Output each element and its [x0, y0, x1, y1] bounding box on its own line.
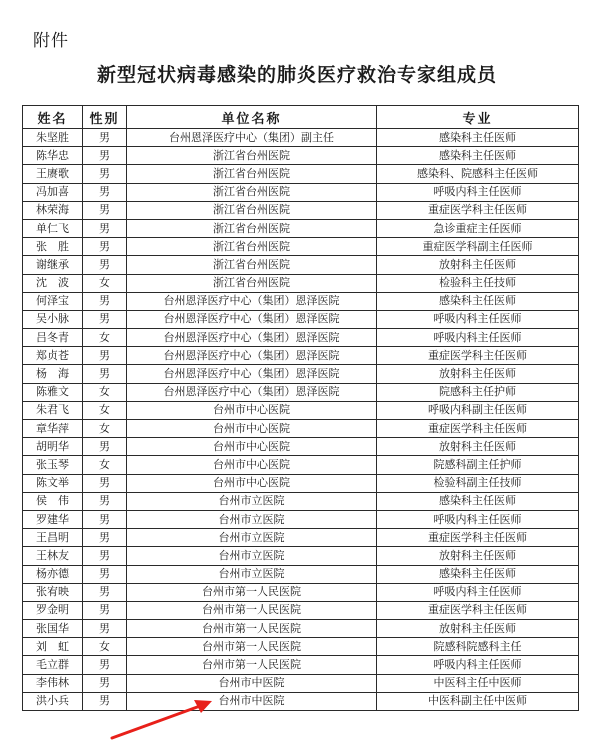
cell-name: 王赓歌: [23, 165, 83, 183]
cell-specialty: 感染科主任医师: [377, 492, 579, 510]
cell-specialty: 感染科主任医师: [377, 565, 579, 583]
cell-unit: 台州恩泽医疗中心（集团）恩泽医院: [127, 383, 377, 401]
cell-name: 郑贞苍: [23, 347, 83, 365]
cell-name: 李伟林: [23, 674, 83, 692]
cell-unit: 台州市立医院: [127, 492, 377, 510]
cell-specialty: 中医科主任中医师: [377, 674, 579, 692]
cell-name: 林荣海: [23, 201, 83, 219]
cell-gender: 女: [83, 329, 127, 347]
cell-gender: 男: [83, 201, 127, 219]
cell-gender: 男: [83, 129, 127, 147]
cell-unit: 浙江省台州医院: [127, 274, 377, 292]
table-row: [23, 310, 579, 328]
cell-specialty: 中医科副主任中医师: [377, 692, 579, 710]
cell-name: 张玉琴: [23, 456, 83, 474]
cell-specialty: 放射科主任医师: [377, 256, 579, 274]
table-row: [23, 510, 579, 528]
cell-gender: 男: [83, 547, 127, 565]
cell-gender: 男: [83, 474, 127, 492]
cell-name: 侯 伟: [23, 492, 83, 510]
cell-specialty: 放射科主任医师: [377, 365, 579, 383]
cell-gender: 男: [83, 601, 127, 619]
table-row: [23, 383, 579, 401]
cell-unit: 台州市中心医院: [127, 456, 377, 474]
cell-name: 朱坚胜: [23, 129, 83, 147]
cell-unit: 台州市第一人民医院: [127, 601, 377, 619]
cell-name: 杨 海: [23, 365, 83, 383]
table-row: [23, 620, 579, 638]
cell-unit: 台州市中心医院: [127, 438, 377, 456]
cell-name: 罗金明: [23, 601, 83, 619]
table-header-row: [23, 106, 579, 129]
table-row: [23, 365, 579, 383]
table-body: [23, 129, 579, 711]
cell-specialty: 呼吸内科主任医师: [377, 183, 579, 201]
cell-specialty: 重症医学科主任医师: [377, 347, 579, 365]
cell-specialty: 重症医学科主任医师: [377, 201, 579, 219]
table-row: [23, 674, 579, 692]
table-row: [23, 492, 579, 510]
cell-name: 章华萍: [23, 420, 83, 438]
cell-name: 杨亦德: [23, 565, 83, 583]
cell-specialty: 院感科副主任护师: [377, 456, 579, 474]
cell-gender: 男: [83, 492, 127, 510]
table-row: [23, 547, 579, 565]
table-row: [23, 456, 579, 474]
cell-specialty: 放射科主任医师: [377, 438, 579, 456]
cell-specialty: 呼吸内科主任医师: [377, 583, 579, 601]
cell-name: 吕冬青: [23, 329, 83, 347]
cell-specialty: 检验科主任技师: [377, 274, 579, 292]
cell-specialty: 放射科主任医师: [377, 620, 579, 638]
cell-unit: 浙江省台州医院: [127, 256, 377, 274]
table-row: [23, 601, 579, 619]
cell-gender: 男: [83, 147, 127, 165]
cell-unit: 台州市中医院: [127, 674, 377, 692]
cell-name: 王林友: [23, 547, 83, 565]
table-row: [23, 583, 579, 601]
table-row: [23, 201, 579, 219]
cell-specialty: 感染科主任医师: [377, 129, 579, 147]
cell-name: 陈华忠: [23, 147, 83, 165]
cell-gender: 女: [83, 456, 127, 474]
cell-gender: 男: [83, 165, 127, 183]
cell-specialty: 放射科主任医师: [377, 547, 579, 565]
header-unit: 单位名称: [127, 106, 377, 129]
cell-specialty: 急诊重症主任医师: [377, 219, 579, 237]
cell-name: 张宥映: [23, 583, 83, 601]
cell-unit: 台州市中心医院: [127, 474, 377, 492]
table-row: [23, 147, 579, 165]
cell-gender: 男: [83, 219, 127, 237]
header-gender: 性别: [83, 106, 127, 129]
cell-unit: 台州恩泽医疗中心（集团）恩泽医院: [127, 347, 377, 365]
cell-specialty: 呼吸内科副主任医师: [377, 401, 579, 419]
table-row: [23, 219, 579, 237]
table-row: [23, 165, 579, 183]
cell-gender: 男: [83, 692, 127, 710]
cell-unit: 台州市立医院: [127, 529, 377, 547]
cell-name: 何泽宝: [23, 292, 83, 310]
cell-gender: 男: [83, 256, 127, 274]
cell-specialty: 呼吸内科主任医师: [377, 656, 579, 674]
cell-unit: 台州恩泽医疗中心（集团）恩泽医院: [127, 310, 377, 328]
cell-unit: 台州市第一人民医院: [127, 620, 377, 638]
cell-specialty: 院感科主任护师: [377, 383, 579, 401]
header-name: 姓名: [23, 106, 83, 129]
cell-name: 冯加喜: [23, 183, 83, 201]
table-row: [23, 256, 579, 274]
cell-name: 吴小脉: [23, 310, 83, 328]
expert-table: [22, 105, 579, 711]
cell-name: 胡明华: [23, 438, 83, 456]
cell-specialty: 检验科副主任技师: [377, 474, 579, 492]
cell-unit: 浙江省台州医院: [127, 165, 377, 183]
cell-unit: 台州市中心医院: [127, 401, 377, 419]
cell-unit: 浙江省台州医院: [127, 201, 377, 219]
table-row: [23, 183, 579, 201]
cell-unit: 台州市中心医院: [127, 420, 377, 438]
cell-gender: 男: [83, 565, 127, 583]
cell-unit: 浙江省台州医院: [127, 219, 377, 237]
table-row: [23, 438, 579, 456]
table-row: [23, 329, 579, 347]
cell-unit: 浙江省台州医院: [127, 238, 377, 256]
cell-name: 陈雅文: [23, 383, 83, 401]
table-row: [23, 565, 579, 583]
table-row: [23, 656, 579, 674]
table-row: [23, 238, 579, 256]
cell-unit: 台州恩泽医疗中心（集团）恩泽医院: [127, 365, 377, 383]
cell-gender: 女: [83, 401, 127, 419]
cell-gender: 女: [83, 638, 127, 656]
cell-gender: 男: [83, 510, 127, 528]
cell-unit: 台州市立医院: [127, 565, 377, 583]
cell-name: 张国华: [23, 620, 83, 638]
cell-unit: 浙江省台州医院: [127, 183, 377, 201]
cell-name: 沈 波: [23, 274, 83, 292]
document-title: 新型冠状病毒感染的肺炎医疗救治专家组成员: [96, 64, 497, 86]
cell-unit: 台州市第一人民医院: [127, 638, 377, 656]
table-row: [23, 474, 579, 492]
cell-name: 王昌明: [23, 529, 83, 547]
cell-specialty: 感染科主任医师: [377, 147, 579, 165]
cell-specialty: 院感科院感科主任: [377, 638, 579, 656]
cell-unit: 浙江省台州医院: [127, 147, 377, 165]
cell-unit: 台州恩泽医疗中心（集团）副主任: [127, 129, 377, 147]
cell-unit: 台州市立医院: [127, 547, 377, 565]
cell-unit: 台州恩泽医疗中心（集团）恩泽医院: [127, 329, 377, 347]
cell-specialty: 重症医学科主任医师: [377, 420, 579, 438]
cell-name: 陈文举: [23, 474, 83, 492]
cell-unit: 台州市立医院: [127, 510, 377, 528]
cell-specialty: 呼吸内科主任医师: [377, 510, 579, 528]
table-row: [23, 129, 579, 147]
cell-unit: 台州市第一人民医院: [127, 656, 377, 674]
cell-name: 单仁飞: [23, 219, 83, 237]
attachment-label: 附件: [33, 31, 69, 51]
cell-gender: 女: [83, 420, 127, 438]
cell-unit: 台州市第一人民医院: [127, 583, 377, 601]
cell-name: 罗建华: [23, 510, 83, 528]
cell-name: 朱君飞: [23, 401, 83, 419]
table-row: [23, 638, 579, 656]
cell-name: 毛立群: [23, 656, 83, 674]
table-row: [23, 529, 579, 547]
cell-specialty: 重症医学科主任医师: [377, 529, 579, 547]
cell-gender: 男: [83, 365, 127, 383]
cell-specialty: 重症医学科副主任医师: [377, 238, 579, 256]
cell-specialty: 重症医学科主任医师: [377, 601, 579, 619]
cell-gender: 男: [83, 583, 127, 601]
table-row: [23, 401, 579, 419]
cell-gender: 男: [83, 292, 127, 310]
cell-specialty: 感染科、院感科主任医师: [377, 165, 579, 183]
cell-name: 张 胜: [23, 238, 83, 256]
cell-gender: 男: [83, 310, 127, 328]
table-row: [23, 274, 579, 292]
cell-gender: 男: [83, 347, 127, 365]
cell-gender: 男: [83, 438, 127, 456]
table-row: [23, 292, 579, 310]
cell-unit: 台州恩泽医疗中心（集团）恩泽医院: [127, 292, 377, 310]
cell-gender: 男: [83, 620, 127, 638]
cell-name: 谢继承: [23, 256, 83, 274]
arrow-icon: [108, 696, 218, 742]
cell-gender: 男: [83, 529, 127, 547]
table-row: [23, 347, 579, 365]
table-row: [23, 692, 579, 710]
cell-gender: 男: [83, 674, 127, 692]
cell-name: 洪小兵: [23, 692, 83, 710]
table-row: [23, 420, 579, 438]
cell-gender: 男: [83, 656, 127, 674]
cell-gender: 男: [83, 238, 127, 256]
cell-specialty: 呼吸内科主任医师: [377, 329, 579, 347]
cell-gender: 女: [83, 274, 127, 292]
cell-gender: 女: [83, 383, 127, 401]
header-specialty: 专业: [377, 106, 579, 129]
cell-name: 刘 虹: [23, 638, 83, 656]
cell-specialty: 感染科主任医师: [377, 292, 579, 310]
cell-specialty: 呼吸内科主任医师: [377, 310, 579, 328]
cell-unit: 台州市中医院: [127, 692, 377, 710]
cell-gender: 男: [83, 183, 127, 201]
